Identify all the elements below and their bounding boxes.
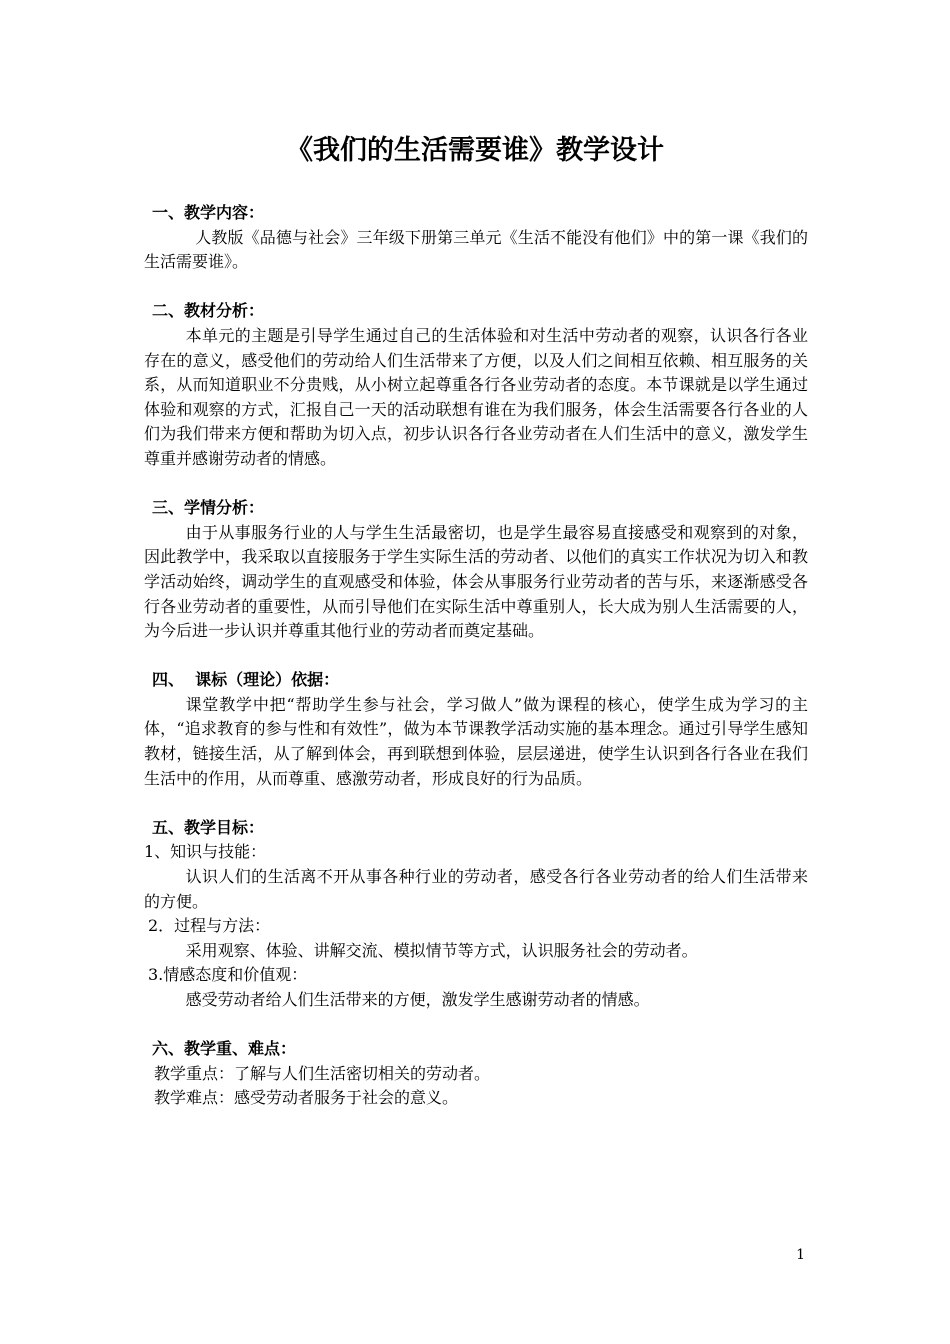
document-body [144, 201, 808, 1111]
section-heading: 四、 课标（理论）依据： [152, 670, 340, 690]
section-heading: 三、学情分析： [152, 498, 265, 518]
section-teaching-content [144, 201, 808, 275]
difficult-point: 教学难点：感受劳动者服务于社会的意义。 [154, 1088, 459, 1108]
goal-label-process: 2．过程与方法： [148, 916, 271, 936]
section-teaching-goals [144, 816, 808, 1013]
goal-text-emotion: 感受劳动者给人们生活带来的方便，激发学生感谢劳动者的情感。 [185, 990, 650, 1009]
section-material-analysis [144, 299, 808, 471]
section-key-difficult-points [144, 1037, 808, 1111]
goal-label-emotion: 3.情感态度和价值观： [148, 965, 308, 985]
section-learner-analysis [144, 496, 808, 644]
section-paragraph: 由于从事服务行业的人与学生生活最密切，也是学生最容易直接感受和观察到的对象，因此教学中，我采取以直接服务于学生实际生活的劳动者、以他们的真实工作状况为切入和教学活动始终，调动学生的直观感受和体验，体会从事服务行业劳动者的苦与乐，来逐渐感受各行各业劳动者的重要性，从而引导他们在实际生活中尊重别人，长大成为别人生活需要的人，为今后进一步认识并尊重其他行业的劳动者而奠定基础。 [144, 522, 808, 641]
section-heading: 五、教学目标： [152, 817, 265, 837]
section-curriculum-basis [144, 668, 808, 791]
section-heading: 六、教学重、难点： [152, 1039, 297, 1059]
section-paragraph: 本单元的主题是引导学生通过自己的生活体验和对生活中劳动者的观察，认识各行各业存在的意义，感受他们的劳动给人们生活带来了方便，以及人们之间相互依赖、相互服务的关系，从而知道职业不分贵贱，从小树立起尊重各行各业劳动者的态度。本节课就是以学生通过体验和观察的方式，汇报自己一天的活动联想有谁在为我们服务，体会生活需要各行各业的人们为我们带来方便和帮助为切入点，初步认识各行各业劳动者在人们生活中的意义，激发学生尊重并感谢劳动者的情感。 [144, 325, 808, 468]
section-paragraph: 课堂教学中把“帮助学生参与社会，学习做人”做为课程的核心，使学生成为学习的主体，“追求教育的参与性和有效性”，做为本节课教学活动实施的基本理念。通过引导学生感知教材，链接生活，从了解到体会，再到联想到体验，层层递进，使学生认识到各行各业在我们生活中的作用，从而尊重、感激劳动者，形成良好的行为品质。 [144, 694, 808, 788]
page-number: 1 [796, 1247, 805, 1263]
goal-label-knowledge: 1、知识与技能： [144, 842, 267, 862]
goal-text-process: 采用观察、体验、讲解交流、模拟情节等方式，认识服务社会的劳动者。 [185, 940, 698, 960]
goal-text-knowledge: 认识人们的生活离不开从事各种行业的劳动者，感受各行各业劳动者的给人们生活带来的方便。 [144, 867, 808, 911]
key-point: 教学重点：了解与人们生活密切相关的劳动者。 [154, 1063, 491, 1083]
section-paragraph: 人教版《品德与社会》三年级下册第三单元《生活不能没有他们》中的第一课《我们的生活需要谁》。 [144, 227, 808, 272]
section-heading: 二、教材分析： [152, 301, 265, 321]
section-heading: 一、教学内容： [152, 203, 265, 222]
document-title: 《我们的生活需要谁》教学设计 [286, 135, 664, 166]
